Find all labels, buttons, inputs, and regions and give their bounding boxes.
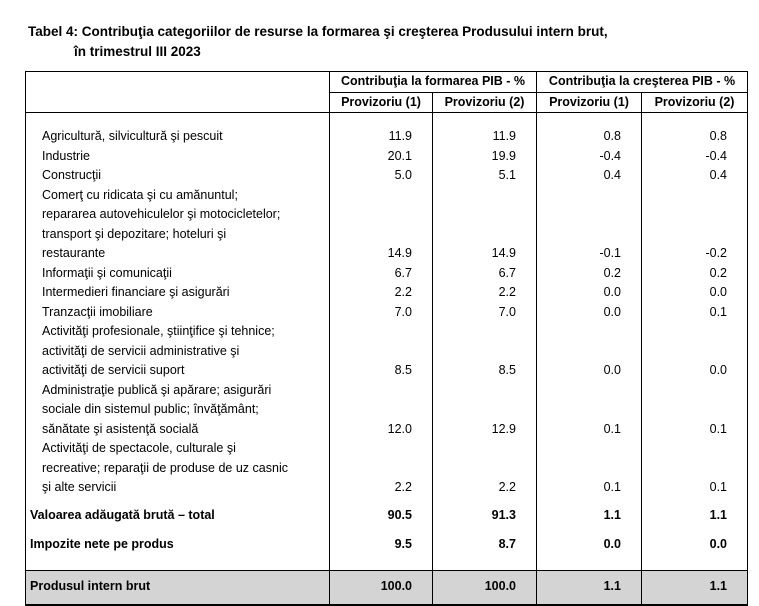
value-cell: 91.3	[433, 498, 537, 534]
value-cell: 14.9	[433, 244, 537, 264]
value-cell: 7.0	[433, 303, 537, 323]
table-title-line2: în trimestrul III 2023	[74, 44, 201, 59]
value-cell: 0.4	[642, 166, 748, 186]
value-cell: 1.1	[537, 498, 642, 534]
row-label: Administraţie publică şi apărare; asigurări	[42, 382, 272, 397]
row-label: Tranzacţii imobiliare	[42, 304, 153, 319]
table-row	[26, 439, 748, 459]
row-label: Construcţii	[42, 168, 102, 182]
table-row	[26, 420, 748, 440]
row-label: recreative; reparaţii de produse de uz casnic	[42, 460, 288, 475]
value-cell: 9.5	[330, 534, 433, 556]
value-cell: 2.2	[330, 283, 433, 303]
value-cell: -0.1	[537, 244, 642, 264]
value-cell: 19.9	[433, 147, 537, 167]
row-label: repararea autovehiculelor şi motocicletelor;	[42, 207, 281, 221]
value-cell: 11.9	[330, 127, 433, 147]
gdp-total-label: Produsul intern brut	[26, 570, 330, 605]
value-cell: 0.8	[642, 127, 748, 147]
value-cell: 8.5	[433, 361, 537, 381]
table-row	[26, 303, 748, 323]
value-cell: 0.1	[642, 478, 748, 498]
value-cell: 5.0	[330, 166, 433, 186]
table-row	[26, 322, 748, 342]
row-label: Comerţ cu ridicata şi cu amănuntul;	[42, 187, 238, 202]
value-cell: 6.7	[433, 264, 537, 284]
gva-total-row-label: Valoarea adăugată brută – total	[30, 507, 215, 522]
value-cell: 12.9	[433, 420, 537, 440]
row-label: transport şi depozitare; hoteluri şi	[42, 226, 227, 241]
value-cell: 5.1	[433, 166, 537, 186]
row-label: Industrie	[42, 148, 90, 163]
value-cell: 2.2	[433, 478, 537, 498]
value-cell: 100.0	[433, 570, 537, 605]
header-sub-col: Provizoriu (1)	[330, 92, 433, 113]
table-row	[26, 342, 748, 362]
gdp-contribution-table	[25, 71, 748, 606]
table-row	[26, 166, 748, 186]
table-row	[26, 186, 748, 206]
value-cell: 0.1	[537, 420, 642, 440]
value-cell: 0.0	[537, 361, 642, 381]
value-cell: 0.0	[642, 361, 748, 381]
row-label: sociale din sistemul public; învăţământ;	[42, 402, 259, 416]
value-cell: 1.1	[642, 498, 748, 534]
value-cell: 0.2	[537, 264, 642, 284]
table-row	[26, 459, 748, 479]
value-cell: 0.0	[642, 283, 748, 303]
value-cell: 0.8	[537, 127, 642, 147]
table-row	[26, 127, 748, 147]
row-label: activităţi de servicii administrative şi	[42, 343, 240, 358]
table-title	[28, 22, 608, 62]
value-cell: 0.1	[642, 303, 748, 323]
table-row	[26, 400, 748, 420]
row-label: Activităţi de spectacole, culturale şi	[42, 441, 236, 455]
value-cell: 1.1	[537, 570, 642, 605]
value-cell: 0.0	[642, 534, 748, 556]
table-row	[26, 225, 748, 245]
gva-total-row	[26, 498, 748, 534]
row-label: Informaţii şi comunicaţii	[42, 265, 172, 280]
header-group-growth: Contribuţia la creşterea PIB - %	[537, 72, 748, 93]
value-cell: 0.4	[537, 166, 642, 186]
value-cell: -0.4	[642, 147, 748, 167]
value-cell: 11.9	[433, 127, 537, 147]
row-label: activităţi de servicii suport	[42, 363, 185, 377]
header-group-formation: Contribuţia la formarea PIB - %	[330, 72, 537, 93]
value-cell: 0.0	[537, 534, 642, 556]
value-cell: 0.0	[537, 303, 642, 323]
table-row	[26, 361, 748, 381]
value-cell: 6.7	[330, 264, 433, 284]
header-sub-col: Provizoriu (2)	[433, 92, 537, 113]
value-cell: 0.2	[642, 264, 748, 284]
value-cell: -0.4	[537, 147, 642, 167]
table-row	[26, 147, 748, 167]
value-cell: -0.2	[642, 244, 748, 264]
value-cell: 100.0	[330, 570, 433, 605]
value-cell: 20.1	[330, 147, 433, 167]
table-row	[26, 283, 748, 303]
header-sub-col: Provizoriu (1)	[537, 92, 642, 113]
value-cell: 0.1	[642, 420, 748, 440]
row-label: Agricultură, silvicultură şi pescuit	[42, 129, 223, 143]
value-cell: 90.5	[330, 498, 433, 534]
header-sub-col: Provizoriu (2)	[642, 92, 748, 113]
table-row	[26, 264, 748, 284]
net-taxes-row-label: Impozite nete pe produs	[30, 536, 174, 551]
value-cell: 2.2	[433, 283, 537, 303]
row-label: Intermedieri financiare şi asigurări	[42, 285, 230, 299]
value-cell: 1.1	[642, 570, 748, 605]
value-cell: 8.5	[330, 361, 433, 381]
row-label: restaurante	[42, 246, 106, 260]
value-cell: 0.0	[537, 283, 642, 303]
table-title-line1: Tabel 4: Contribuţia categoriilor de resurse la formarea şi creşterea Produsului intern brut,	[28, 24, 608, 39]
net-taxes-row	[26, 534, 748, 556]
row-label: sănătate şi asistenţă socială	[42, 421, 199, 436]
value-cell: 7.0	[330, 303, 433, 323]
value-cell: 0.1	[537, 478, 642, 498]
table-row	[26, 205, 748, 225]
row-label: Activităţi profesionale, ştiinţifice şi tehnice;	[42, 324, 275, 338]
gdp-total-row	[26, 570, 748, 605]
table-row	[26, 381, 748, 401]
value-cell: 8.7	[433, 534, 537, 556]
value-cell: 2.2	[330, 478, 433, 498]
value-cell: 14.9	[330, 244, 433, 264]
row-label: şi alte servicii	[42, 480, 117, 494]
value-cell: 12.0	[330, 420, 433, 440]
table-row	[26, 478, 748, 498]
table-row	[26, 244, 748, 264]
header-row-groups	[26, 72, 748, 93]
